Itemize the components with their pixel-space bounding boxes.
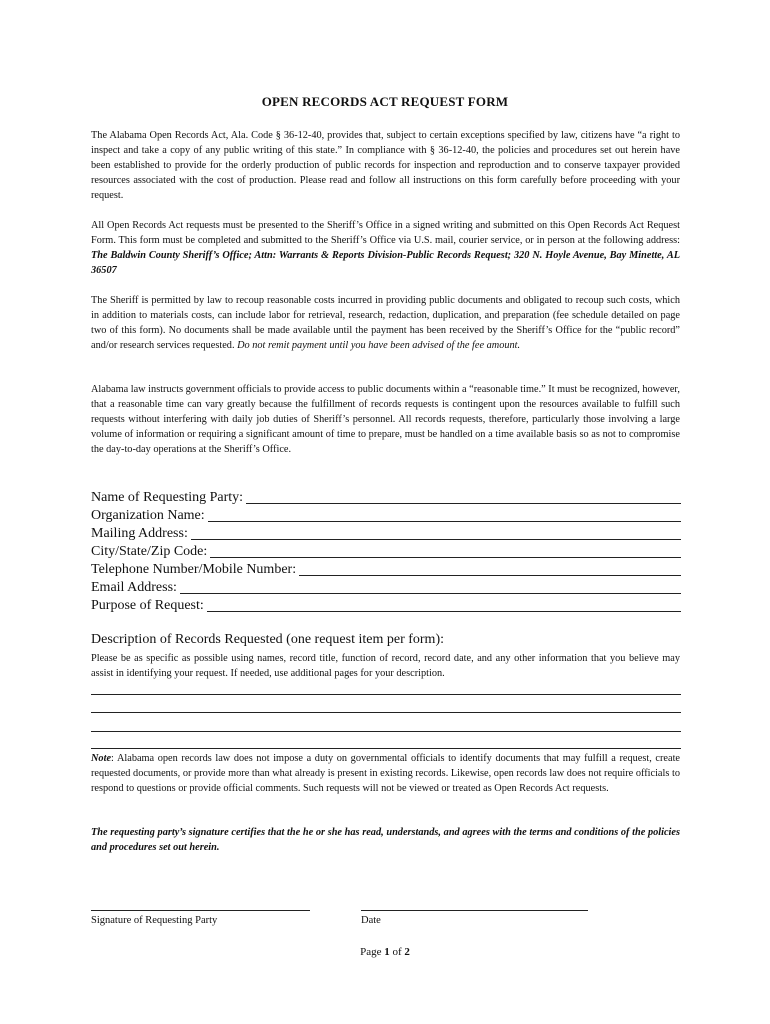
field-input-line[interactable] [207,597,681,612]
description-title: Description of Records Requested (one request item per form): [91,632,445,647]
field-input-line[interactable] [299,561,681,576]
field-city-state-zip [91,543,681,561]
note-paragraph [91,751,680,796]
timing-text: Alabama law instructs government officials to provide access to public documents within a “reasonable time.” It must be recognized, however, that a reasonable time can vary greatly because the fulfillment of records requests is contingent upon the resources available to fulfill such requests without interfering with daily job duties of Sheriff’s personnel. All records requests, therefore, particularly those involving a large volume of information or requiring a significant amount of time to prepare, must be handled on a time available basis so as not to compromise the day-to-day operations at the Sheriff’s Office. [91,384,680,455]
signature-line[interactable] [91,910,310,911]
timing-paragraph [91,382,680,457]
page-prefix: Page [360,946,385,958]
field-input-line[interactable] [246,489,681,504]
intro-text: The Alabama Open Records Act, Ala. Code § 36-12-40, provides that, subject to certain exceptions specified by law, citizens have “a right to inspect and take a copy of any public writing of this state.” In compliance with § 36-12-40, the policies and procedures set out herein have been established to provide for the orderly production of public records for inspection and reproduction and to conserve taxpayer provided resources associated with the cost of production. Please read and follow all instructions on this form carefully before proceeding with your request. [91,130,680,201]
field-email [91,579,681,597]
description-help [91,651,680,681]
costs-emphasis: Do not remit payment until you have been advised of the fee amount. [237,340,521,351]
page-current: 1 [384,946,390,958]
field-label: Name of Requesting Party: [91,490,244,505]
field-input-line[interactable] [180,579,681,594]
field-label: Mailing Address: [91,526,188,541]
field-input-line[interactable] [210,543,681,558]
submission-text: All Open Records Act requests must be presented to the Sheriff’s Office in a signed writing and submitted on this Open Records Act Request Form. This form must be completed and submitted to the Sheriff’s Office via U.S. mail, courier service, or in person at the following address: [91,220,680,246]
description-line[interactable] [91,731,681,732]
field-telephone [91,561,681,579]
note-label: Note [91,753,112,764]
page-number [0,946,770,958]
description-line[interactable] [91,748,681,749]
field-label: Email Address: [91,580,177,595]
signature-label: Signature of Requesting Party [91,915,218,926]
requester-fields [91,489,681,615]
submission-address: The Baldwin County Sheriff’s Office; Attn: Warrants & Reports Division-Public Records Request; 320 N. Hoyle Avenue, Bay Minette, AL 36507 [91,250,680,276]
date-label: Date [361,915,381,926]
field-mailing-address [91,525,681,543]
certification-paragraph [91,825,680,855]
form-title: OPEN RECORDS ACT REQUEST FORM [261,94,509,109]
field-input-line[interactable] [208,507,681,522]
description-line[interactable] [91,694,681,695]
costs-text: The Sheriff is permitted by law to recoup reasonable costs incurred in providing public documents and obligated to recoup such costs, which in addition to materials costs, can include labor for retrieval, research, redaction, duplication, and preparation (fee schedule detailed on page two of this form). No documents shall be made available until the payment has been received by the Sheriff’s Office for the “public record” and/or research services requested. [91,295,680,351]
note-text: : Alabama open records law does not impose a duty on governmental officials to identify documents that may fulfill a request, create requested documents, or provide more than what already is present in existing records. Likewise, open records law does not require officials to respond to questions or provide official comments. Such requests will not be viewed or treated as Open Records Act requests. [91,753,680,794]
certification-text: The requesting party’s signature certifies that the he or she has read, understands, and agrees with the terms and conditions of the policies and procedures set out herein. [91,827,680,853]
page-middle: of [389,946,405,958]
costs-paragraph [91,293,680,353]
field-purpose [91,597,681,615]
field-input-line[interactable] [191,525,681,540]
description-help-text: Please be as specific as possible using names, record title, function of record, record date, and any other information that you believe may assist in identifying your request. If needed, use additional pages for your description. [91,653,680,679]
field-organization [91,507,681,525]
intro-paragraph [91,128,680,203]
field-label: Purpose of Request: [91,598,204,613]
page-total: 2 [404,946,410,958]
submission-paragraph [91,218,680,278]
field-label: Telephone Number/Mobile Number: [91,562,297,577]
description-line[interactable] [91,712,681,713]
field-label: Organization Name: [91,508,205,523]
date-line[interactable] [361,910,588,911]
field-name [91,489,681,507]
field-label: City/State/Zip Code: [91,544,208,559]
